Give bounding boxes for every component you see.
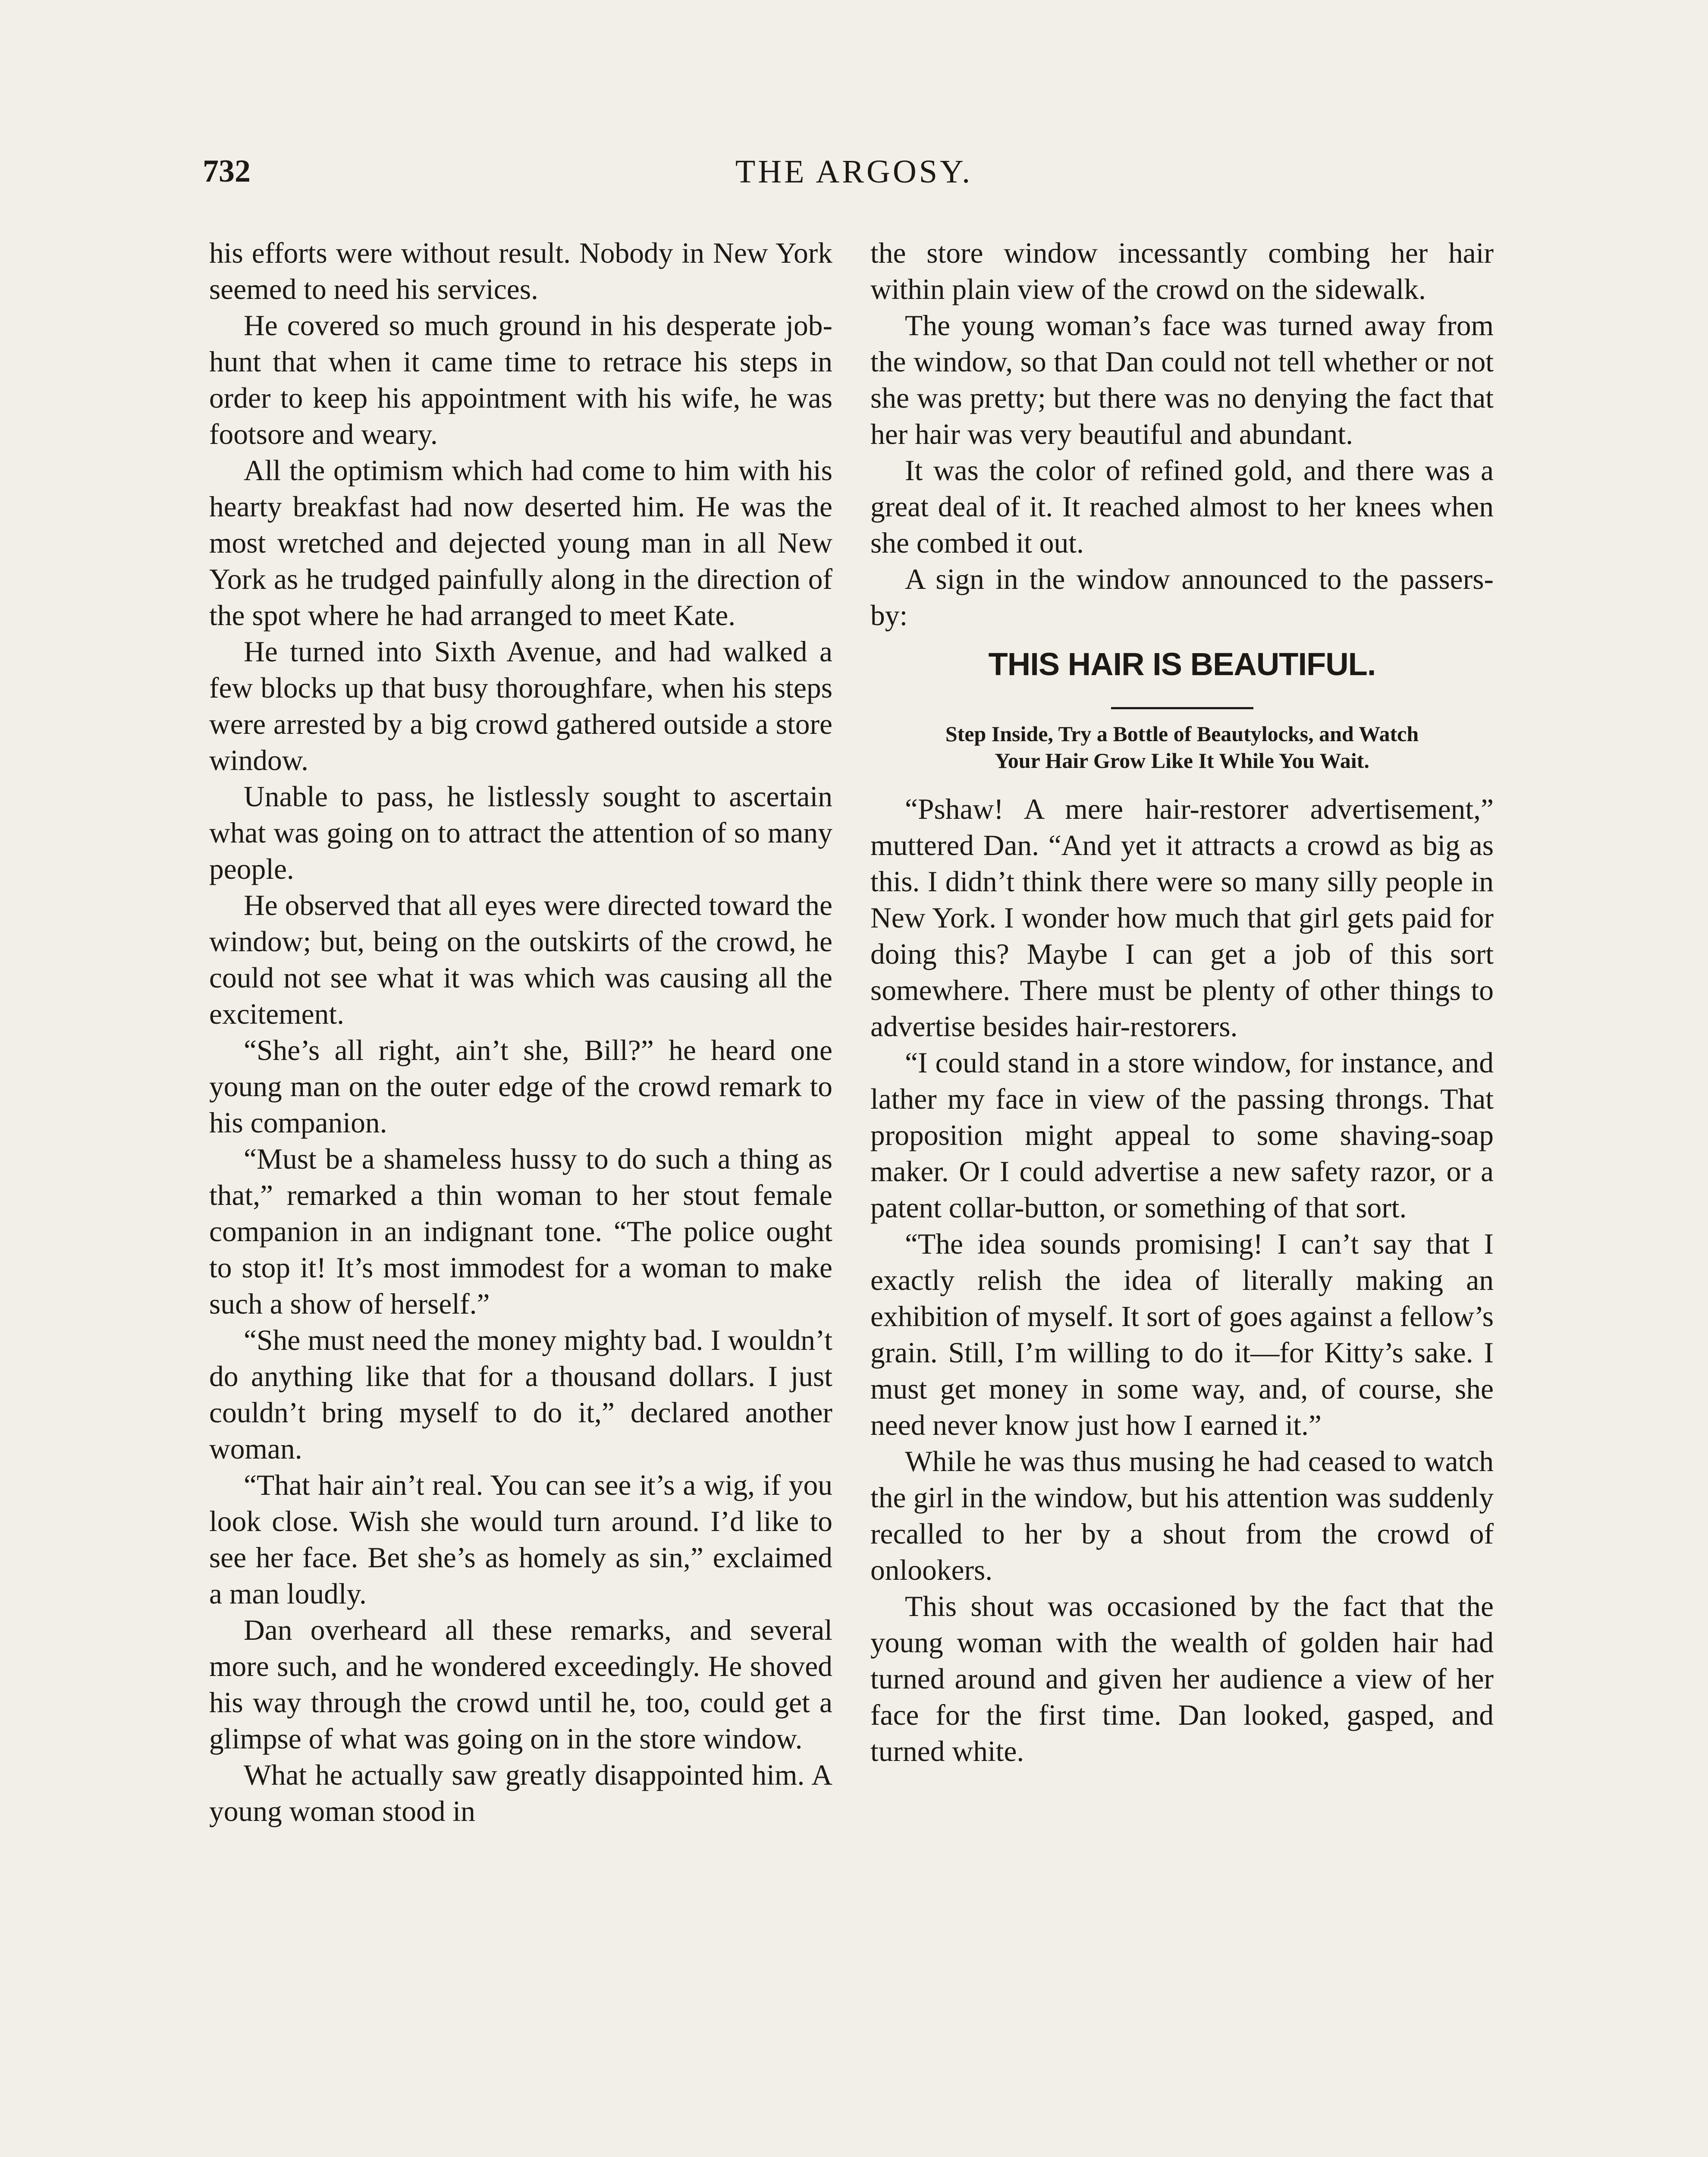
paragraph: What he actually saw greatly disappointed him. A young woman stood in (209, 1759, 832, 1827)
page-header (203, 153, 1505, 201)
paragraph: “Must be a shameless hussy to do such a thing as that,” remarked a thin woman to her stout female companion in an indignant tone. “The police ought to stop it! It’s most immodest for a woman to make such a show of herself.” (209, 1143, 832, 1320)
paragraph: All the optimism which had come to him with his hearty breakfast had now deserted him. He was the most wretched and dejected young man in all New York as he trudged painfully along in the direction of the spot where he had arranged to meet Kate. (209, 454, 832, 632)
sign-subtitle-line: Your Hair Grow Like It While You Wait. (995, 748, 1369, 773)
right-column (870, 235, 1494, 1770)
paragraph: Unable to pass, he listlessly sought to ascertain what was going on to attract the attention of so many people. (209, 780, 832, 885)
paragraph: He covered so much ground in his desperate job-hunt that when it came time to retrace his steps in order to keep his appointment with his wife, he was footsore and weary. (209, 309, 832, 450)
sign-subtitle-line: Step Inside, Try a Bottle of Beautylocks, and Watch (945, 722, 1419, 746)
paragraph: his efforts were without result. Nobody in New York seemed to need his services. (209, 237, 832, 305)
paragraph: While he was thus musing he had ceased to watch the girl in the window, but his attention was suddenly recalled to her by a shout from the crowd of onlookers. (870, 1445, 1494, 1586)
page-number: 732 (203, 154, 251, 189)
paragraph: “That hair ain’t real. You can see it’s a wig, if you look close. Wish she would turn around. I’d like to see her face. Bet she’s as homely as sin,” exclaimed a man loudly. (209, 1469, 832, 1610)
paragraph: The young woman’s face was turned away from the window, so that Dan could not tell whether or not she was pretty; but there was no denying the fact that her hair was very beautiful and abundant. (870, 309, 1494, 450)
paragraph: He turned into Sixth Avenue, and had walked a few blocks up that busy thoroughfare, when his steps were arrested by a big crowd gathered outside a store window. (209, 635, 832, 777)
paragraph: “She must need the money mighty bad. I wouldn’t do anything like that for a thousand dollars. I just couldn’t bring myself to do it,” declared another woman. (209, 1324, 832, 1465)
paragraph: the store window incessantly combing her hair within plain view of the crowd on the sidewalk. (870, 237, 1494, 305)
paragraph: It was the color of refined gold, and there was a great deal of it. It reached almost to her knees when she combed it out. (870, 454, 1494, 559)
left-column (209, 235, 832, 1830)
paragraph: This shout was occasioned by the fact that the young woman with the wealth of golden hair had turned around and given her audience a view of her face for the first time. Dan looked, gasped, and turned white. (870, 1590, 1494, 1767)
sign-title: THIS HAIR IS BEAUTIFUL. (988, 646, 1376, 682)
window-sign (870, 641, 1494, 774)
paragraph: “I could stand in a store window, for instance, and lather my face in view of the passing throngs. That proposition might appeal to some shaving-soap maker. Or I could advertise a new safety razor, or a patent collar-button, or something of that sort. (870, 1047, 1494, 1224)
paragraph: “Pshaw! A mere hair-restorer advertisement,” muttered Dan. “And yet it attracts a crowd as big as this. I didn’t think there were so many silly people in New York. I wonder how much that girl gets paid for doing this? Maybe I can get a job of this sort somewhere. There must be plenty of other things to advertise besides hair-restorers. (870, 793, 1494, 1043)
paragraph: A sign in the window announced to the passers-by: (870, 563, 1494, 632)
running-head: THE ARGOSY. (735, 154, 973, 190)
paragraph: Dan overheard all these remarks, and several more such, and he wondered exceedingly. He shoved his way through the crowd until he, too, could get a glimpse of what was going on in the store window. (209, 1614, 832, 1755)
paragraph: “The idea sounds promising! I can’t say that I exactly relish the idea of literally making an exhibition of myself. It sort of goes against a fellow’s grain. Still, I’m willing to do it—for Kitty’s sake. I must get money in some way, and, of course, she need never know just how I earned it.” (870, 1228, 1494, 1441)
sign-subtitle (870, 720, 1494, 774)
paragraph: “She’s all right, ain’t she, Bill?” he heard one young man on the outer edge of the crowd remark to his companion. (209, 1034, 832, 1139)
sign-divider (1111, 707, 1253, 709)
paragraph: He observed that all eyes were directed toward the window; but, being on the outskirts of the crowd, he could not see what it was which was causing all the excitement. (209, 889, 832, 1030)
